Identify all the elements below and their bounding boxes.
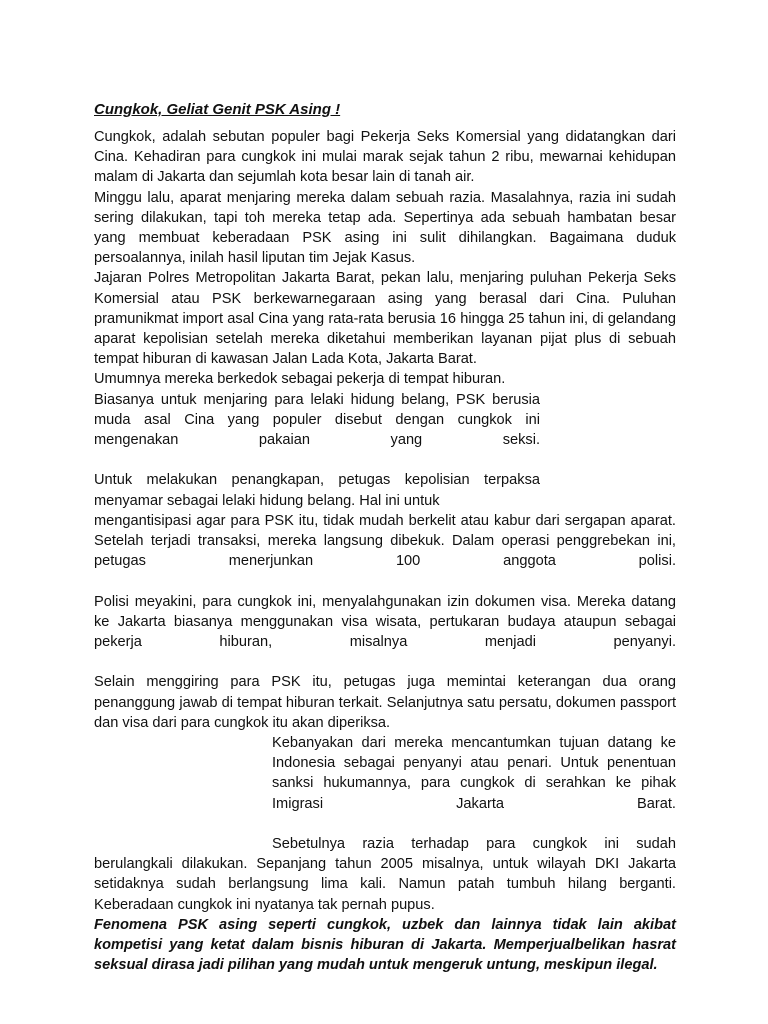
- paragraph-disguise: Umumnya mereka berkedok sebagai pekerja di tempat hiburan.: [94, 371, 506, 388]
- paragraph-repeated-raids: Sebetulnya razia terhadap para cungkok ini sudah berulangkali dilakukan. Sepanjang tahun 2005 misalnya, untuk wilayah DKI Jakarta setidaknya sudah berlangsung lima kali. Namun patah tumbuh hilang berganti. Keberadaan cungkok ini nyatanya tak pernah pupus.: [94, 836, 676, 913]
- paragraph-visa: Polisi meyakini, para cungkok ini, menyalahgunakan izin dokumen visa. Mereka datang ke Jakarta biasanya menggunakan visa wisata, pertukaran budaya ataupun sebagai pekerja hiburan, misalnya menjadi penyanyi.: [94, 593, 676, 651]
- paragraph-closing: Fenomena PSK asing seperti cungkok, uzbek dan lainnya tidak lain akibat kompetisi yang ketat dalam bisnis hiburan di Jakarta. Memperjualbelikan hasrat seksual dirasa jadi pilihan yang mudah untuk mengeruk untung, meskipun ilegal.: [94, 916, 676, 974]
- article-title: Cungkok, Geliat Genit PSK Asing !: [94, 101, 341, 118]
- article-body: [94, 127, 676, 975]
- paragraph-anticipation: mengantisipasi agar para PSK itu, tidak mudah berkelit atau kabur dari sergapan aparat. Setelah terjadi transaksi, mereka langsung dibekuk. Dalam operasi penggrebekan ini, petugas menerjunkan 100 anggota polisi.: [94, 512, 676, 570]
- paragraph-undercover: Untuk melakukan penangkapan, petugas kepolisian terpaksa menyamar sebagai lelaki hidung belang. Hal ini untuk: [94, 472, 540, 509]
- paragraph-raid: Minggu lalu, aparat menjaring mereka dalam sebuah razia. Masalahnya, razia ini sudah sering dilakukan, tapi toh mereka tetap ada. Sepertinya ada sebuah hambatan besar yang membuat keberadaan PSK asing ini sulit dihilangkan. Bagaimana duduk persoalannya, inilah hasil liputan tim Jejak Kasus.: [94, 189, 676, 267]
- paragraph-attire: Biasanya untuk menjaring para lelaki hidung belang, PSK berusia muda asal Cina yang populer disebut dengan cungkok ini mengenakan pakaian yang seksi.: [94, 391, 540, 449]
- paragraph-intro: Cungkok, adalah sebutan populer bagi Pekerja Seks Komersial yang didatangkan dari Cina. Kehadiran para cungkok ini mulai marak sejak tahun 2 ribu, mewarnai kehidupan malam di Jakarta dan sejumlah kota besar lain di tanah air.: [94, 129, 676, 186]
- paragraph-immigration: Kebanyakan dari mereka mencantumkan tujuan datang ke Indonesia sebagai penyanyi atau penari. Untuk penentuan sanksi hukumannya, para cungkok di serahkan ke pihak Imigrasi Jakarta Barat.: [272, 735, 676, 812]
- paragraph-polres: Jajaran Polres Metropolitan Jakarta Barat, pekan lalu, menjaring puluhan Pekerja Seks Komersial atau PSK berkewarnegaraan asing yang berasal dari Cina. Puluhan pramunikmat import asal Cina yang rata-rata berusia 16 hingga 25 tahun ini, di gelandang aparat kepolisian setelah mereka diketahui memberikan layanan pijat plus di sebuah tempat hiburan di kawasan Jalan Lada Kota, Jakarta Barat.: [94, 270, 676, 368]
- paragraph-questioning: Selain menggiring para PSK itu, petugas juga memintai keterangan dua orang penanggung jawab di tempat hiburan terkait. Selanjutnya satu persatu, dokumen passport dan visa dari para cungkok itu akan diperiksa.: [94, 674, 676, 731]
